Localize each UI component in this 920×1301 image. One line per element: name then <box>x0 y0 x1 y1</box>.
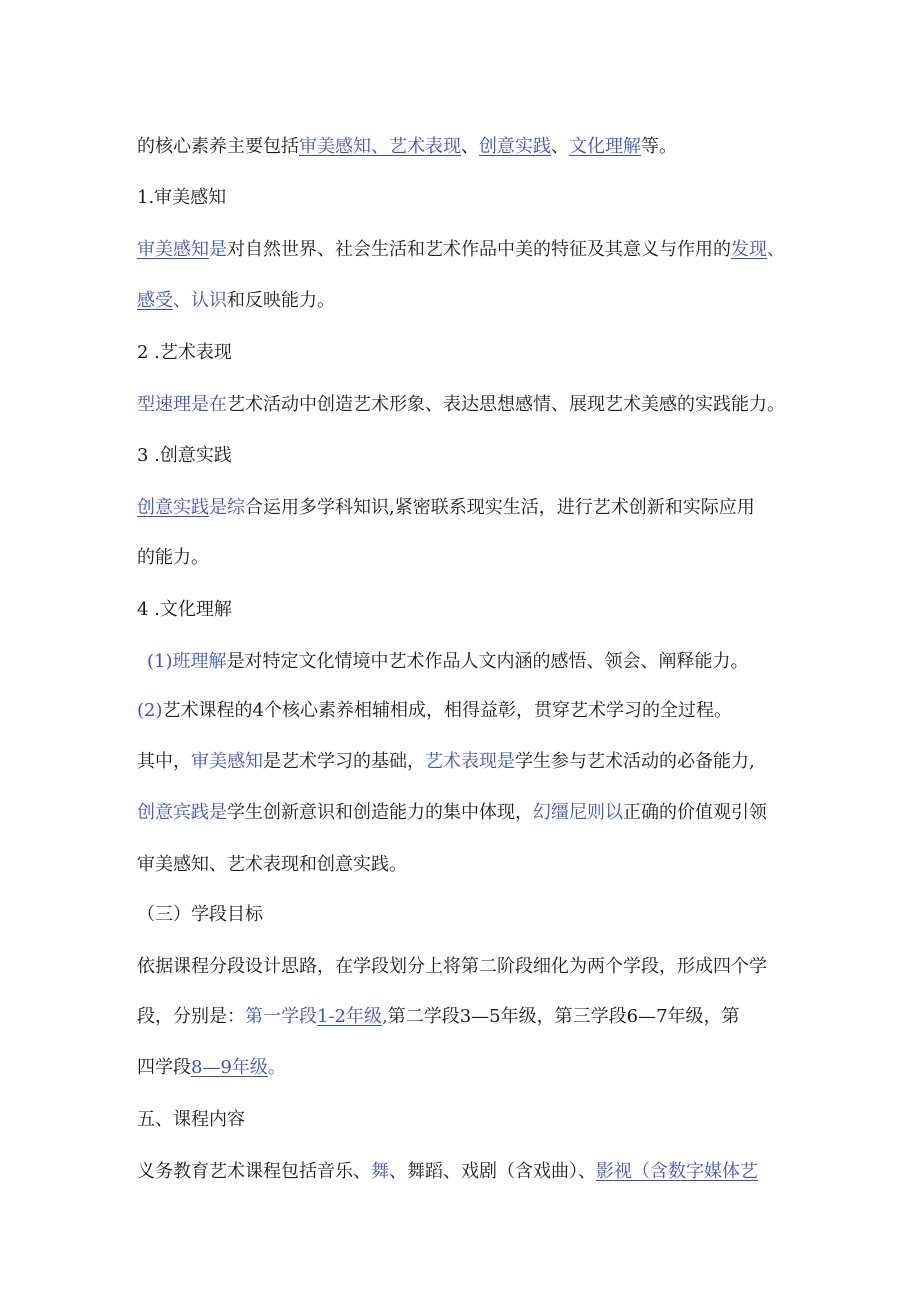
section-heading: 4 .文化理解 <box>137 599 232 620</box>
text: 是综 <box>209 497 245 518</box>
link-creative-practice[interactable]: 创意实践 <box>479 136 551 157</box>
link-feeling[interactable]: 感受 <box>137 290 173 311</box>
text: (1)班理解 <box>147 651 227 672</box>
link-aesthetic-perception[interactable]: 审美感知 <box>299 136 371 157</box>
text: 是对特定文化情境中艺术作品人文内涵的感悟、领会、阐释能力。 <box>226 651 749 672</box>
paragraph-line <box>147 650 749 674</box>
text: 艺术表现是 <box>425 751 515 772</box>
text: 的核心素养主要包 <box>137 136 281 157</box>
paragraph-line <box>137 393 785 417</box>
link-artistic-expression[interactable]: 艺术表现 <box>389 136 461 157</box>
text: 、 <box>371 136 389 157</box>
text: 段，分别是： <box>137 1006 245 1027</box>
paragraph-line <box>137 238 785 262</box>
section-heading: 五、课程内容 <box>137 1109 245 1130</box>
text: 其中， <box>137 751 191 772</box>
section-heading: 2 .艺术表现 <box>137 342 232 363</box>
link-aesthetic-perception[interactable]: 审美感知 <box>137 239 209 260</box>
paragraph-line <box>137 496 755 520</box>
text: 等。 <box>641 136 677 157</box>
link-grade-8-9[interactable]: 8—9年级 <box>191 1057 268 1078</box>
text: 括 <box>281 136 299 157</box>
link-grade-1-2[interactable]: 1-2年级 <box>317 1006 382 1027</box>
text: 第二学段3—5年级，第三学段6—7年级，第 <box>387 1006 740 1027</box>
text: 学生创新意识和创造能力的集中体现， <box>227 802 533 823</box>
text: 学生参与艺术活动的必备能力, <box>515 751 755 772</box>
text: 认识 <box>191 290 227 311</box>
text: , <box>382 1006 388 1027</box>
paragraph-line: 审美感知、艺术表现和创意实践。 <box>137 854 407 875</box>
text: 舞 <box>371 1161 389 1182</box>
text: 幻缰尼则以 <box>533 802 623 823</box>
paragraph-line <box>137 699 732 723</box>
text: 合运用多学科知识,紧密联系现实生活，进行艺术创新和实际应用 <box>245 497 755 518</box>
text: 、 <box>461 136 479 157</box>
paragraph-line <box>137 750 755 774</box>
paragraph-line <box>137 1056 286 1080</box>
paragraph-line <box>137 289 335 313</box>
text: 正确的价值观引领 <box>623 802 767 823</box>
text: 、 <box>551 136 569 157</box>
link-creative-practice[interactable]: 创意实践 <box>137 497 209 518</box>
text: (2) <box>137 700 163 721</box>
paragraph-line <box>137 1160 758 1184</box>
section-heading: 3 .创意实践 <box>137 445 232 466</box>
text: 对自然世界、社会生活和艺术作品中美的特征及其意义与作用的 <box>227 239 731 260</box>
text: 是艺术学习的基础， <box>263 751 425 772</box>
text: 、 <box>173 290 191 311</box>
text: 、舞蹈、戏剧（含戏曲）、 <box>389 1161 596 1182</box>
section-heading: 1.审美感知 <box>137 187 227 208</box>
text: 和反映能力。 <box>227 290 335 311</box>
text: 四学段 <box>137 1057 191 1078</box>
text: 第一学段 <box>245 1006 317 1027</box>
paragraph-line <box>137 801 767 825</box>
text: 创意宾践是 <box>137 802 227 823</box>
paragraph-line <box>137 1005 740 1029</box>
text: 审美感知 <box>191 751 263 772</box>
text: 艺术课程的4个核心素养相辅相成，相得益彰，贯穿艺术学习的全过程。 <box>162 700 732 721</box>
text: 是 <box>209 239 227 260</box>
text: 型速理是在 <box>137 394 227 415</box>
text: 艺术活动中创造艺术形象、表达思想感情、展现艺术美感的实践能力。 <box>227 394 785 415</box>
text: 、 <box>767 239 785 260</box>
paragraph-line: 依据课程分段设计思路，在学段划分上将第二阶段细化为两个学段，形成四个学 <box>137 956 767 977</box>
link-film-media-art[interactable]: 影视（含数字媒体艺 <box>596 1161 758 1182</box>
link-cultural-understanding[interactable]: 文化理解 <box>569 136 641 157</box>
paragraph-line: 的能力。 <box>137 547 209 568</box>
paragraph-line <box>137 135 677 159</box>
text: 义务教育艺术课程包括音乐、 <box>137 1161 371 1182</box>
text: 。 <box>267 1057 286 1078</box>
section-heading: （三）学段目标 <box>137 904 263 925</box>
link-discovery[interactable]: 发现 <box>731 239 767 260</box>
